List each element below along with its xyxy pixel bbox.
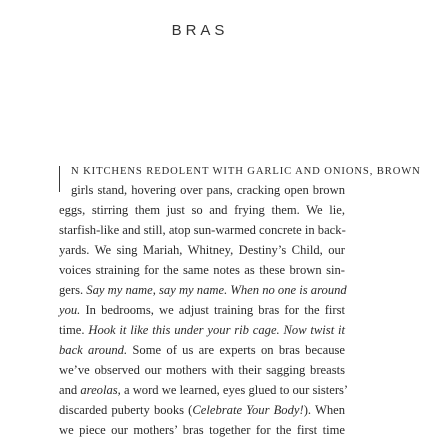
paragraph-line-11: we’ve observed our mothers with their sagging breasts (59, 363, 345, 377)
drop-cap-initial (59, 166, 64, 192)
body-paragraph (0, 160, 421, 437)
italic-term: areolas, (80, 383, 121, 397)
paragraph-line-13: discarded puberty books (Celebrate Your Body!). When (59, 403, 346, 417)
paragraph-line-3: eggs, stirring them just so and frying them. We lie, (59, 203, 345, 217)
paragraph-line-1 (71, 160, 421, 180)
paragraph-line-5: yards. We sing Mariah, Whitney, Destiny’s Child, our (59, 243, 345, 257)
paragraph-line-12: and areolas, a word we learned, eyes glued to our sisters’ (59, 383, 349, 397)
paragraph-line-8: you. In bedrooms, we adjust training bras for the first (59, 303, 345, 317)
italic-instruction: Hook it like this under your rib cage. Now twist it (88, 323, 345, 337)
italic-lyric: Say my name, say my name. When no one is around (86, 283, 347, 297)
paragraph-line-4: starfish-like and still, atop sun-warmed concrete in back- (59, 223, 346, 237)
chapter-title: BRAS (171, 22, 229, 39)
paragraph-line-6: voices straining for the same notes as these brown sin- (59, 263, 345, 277)
paragraph-line-7: gers. Say my name, say my name. When no one is around (59, 283, 347, 297)
italic-book-title: Celebrate Your Body! (192, 403, 304, 417)
paragraph-line-2: girls stand, hovering over pans, cracking open brown (71, 183, 345, 197)
italic-lyric: you. (59, 303, 81, 317)
opening-small-caps: N KITCHENS REDOLENT WITH GARLIC AND ONIONS, BROWN (71, 166, 421, 177)
paragraph-line-14: we piece our mothers’ bras together for the first time (59, 423, 345, 437)
italic-instruction: back around. (59, 343, 128, 357)
paragraph-line-9: time. Hook it like this under your rib cage. Now twist it (59, 323, 345, 337)
paragraph-line-10: back around. Some of us are experts on bras because (59, 343, 345, 357)
